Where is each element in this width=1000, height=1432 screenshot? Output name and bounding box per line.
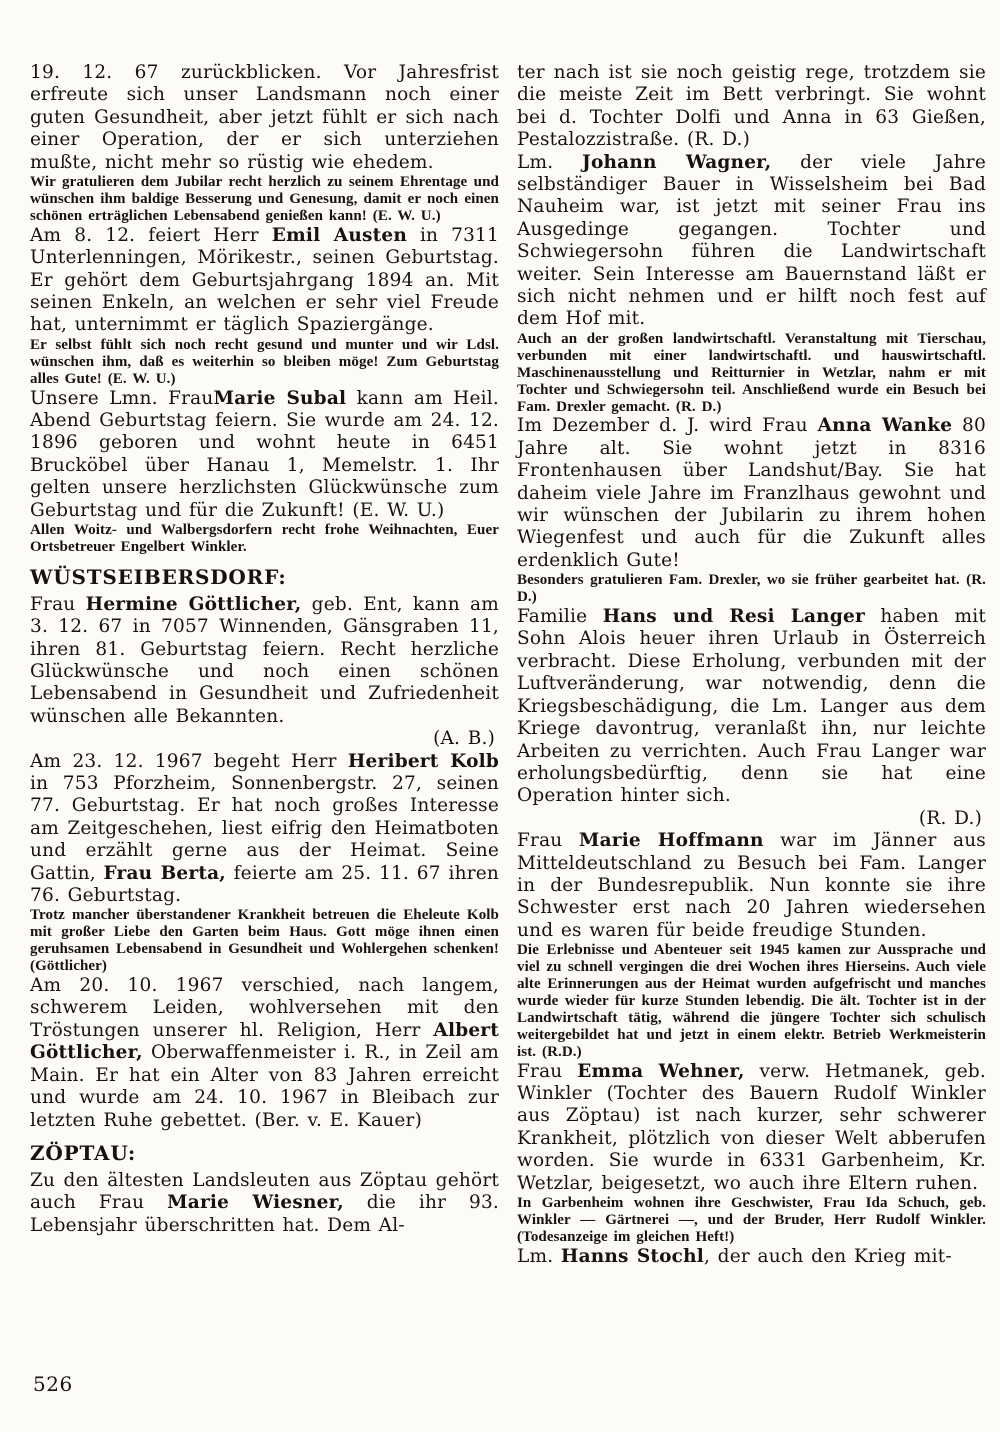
text: (A. B.): [433, 728, 495, 750]
text: die ihr 93. Lebensjahr überschritten hat. Dem Al-: [30, 1192, 499, 1236]
text: Oberwaffenmeister i. R., in Zeil am Main. Er hat ein Alter von 83 Jahren erreicht und wurde am 24. 10. 1967 in Bleibach zur letzten Ruhe gebettet. (Ber. v. E. Kauer): [30, 1042, 499, 1131]
text: Wir gratulieren dem Jubilar recht herzlich zu seinem Ehrentage und wünschen ihm baldige Besserung und Genesung, damit er noch einen schönen erträglichen Lebensabend genießen kann! (E. W. U.): [30, 174, 499, 224]
text: der viele Jahre selbständiger Bauer in Wisselsheim bei Bad Nauheim war, ist jetzt mit seiner Frau ins Ausgedinge gegangen. Tochter und Schwiegersohn führen die Landwirtschaft weiter. Sein Interesse am Bauernstand läßt er sich nicht nehmen und er hilft noch fest auf dem Hof mit.: [517, 151, 986, 330]
text: war im Jänner aus Mitteldeutschland zu Besuch bei Fam. Langer in der Bundesrepublik. Nun konnte sie ihre Schwester erst nach 20 Jahren wiedersehen und es waren für beide freudige Stunden.: [517, 830, 987, 941]
note-paragraph: [30, 522, 499, 556]
bold-text: Marie Wiesner,: [167, 1192, 344, 1214]
right-column: [517, 62, 986, 1268]
text: (R. D.): [918, 807, 982, 829]
text: in 7311 Unterlenningen, Mörikestr., seinen Geburtstag. Er gehört dem Geburtsjahrgang 1894 an. Mit seinen Enkeln, an welchen er sehr viel Freude hat, unternimmt er täglich Spaziergänge.: [30, 224, 499, 336]
text: ter nach ist sie noch geistig rege, trotzdem sie die meiste Zeit im Bett verbringt. Sie wohnt bei d. Tochter Dolfi und Anna in 63 Gießen, Pestalozzistraße. (R. D.): [517, 62, 986, 151]
news-paragraph: [30, 728, 499, 750]
bold-text: Johann Wagner,: [581, 151, 772, 173]
text: feierte am 25. 11. 67 ihren 76. Geburtstag.: [30, 862, 500, 907]
section-heading: [30, 1141, 499, 1165]
bold-text: Marie Hoffmann: [578, 830, 764, 852]
bold-text: Ortsbetreuer Engelbert Winkler.: [30, 538, 247, 555]
note-paragraph: [30, 174, 499, 225]
news-paragraph: [30, 388, 499, 522]
text: In Garbenheim wohnen ihre Geschwister, Frau Ida Schuch, geb. Winkler — Gärtnerei —, und der Bruder, Herr Rudolf Winkler. (Todesanzeige im gleichen Heft!): [517, 1194, 986, 1245]
bold-text: Frau Berta,: [103, 862, 226, 884]
note-paragraph: [517, 572, 986, 606]
text: verw. Hetmanek, geb. Winkler (Tochter des Bauern Rudolf Winkler aus Zöptau) ist nach kurzer, sehr schwerer Krankheit, plötzlich von dieser Welt abberufen worden. Sie wurde in 6331 Garbenheim, Kr. Wetzlar, beigesetzt, wo auch ihre Eltern ruhen.: [517, 1060, 986, 1194]
news-paragraph: [517, 1061, 986, 1195]
text: 80 Jahre alt. Sie wohnt jetzt in 8316 Frontenhausen über Landshut/Bay. Sie hat daheim viele Jahre im Franzlhaus gewohnt und wir wünschen der Jubilarin zu ihrem hohen Wiegenfest und auch für die Zukunft alles erdenklich Gute!: [517, 415, 986, 571]
text: Frau: [517, 1060, 578, 1082]
bold-text: Emma Wehner,: [577, 1060, 745, 1082]
text: Lm.: [517, 1245, 561, 1267]
text: Frau: [517, 830, 579, 852]
news-paragraph: [517, 808, 986, 830]
news-paragraph: [30, 751, 499, 908]
text: Besonders gratulieren Fam. Drexler, wo sie früher gearbeitet hat. (R. D.): [517, 572, 986, 606]
text: Er selbst fühlt sich noch recht gesund und munter und wir Ldsl. wünschen ihm, daß es weiterhin so bleiben möge! Zum Geburtstag alles Gute! (E. W. U.): [30, 336, 499, 387]
note-paragraph: [30, 337, 499, 388]
bold-text: Marie Subal: [213, 387, 347, 409]
text: Am 8. 12. feiert Herr: [30, 224, 272, 246]
text: in 753 Pforzheim, Sonnenbergstr. 27, seinen 77. Geburtstag. Er hat noch großes Interesse am Zeitgeschehen, liest eifrig den Heimatboten und erzählt gerne aus der Heimat. Seine Gattin,: [30, 773, 499, 884]
two-column-text-layout: [30, 62, 986, 1268]
bold-text: WÜSTSEIBERSDORF:: [30, 564, 287, 589]
bold-text: Albert Göttlicher,: [30, 1019, 499, 1064]
text: Die Erlebnisse und Abenteuer seit 1945 kamen zur Aussprache und viel zu schnell vergingen die drei Wochen ihres Hierseins. Auch viele alte Erinnerungen aus der Heimat wurden aufgefrischt und manches wurde wieder für kurze Stunden lebendig. Die ält. Tochter ist in der Landwirtschaft tätig, während die jüngere Tochter sich schulisch weitergebildet hat und jetzt in einem elektr. Betrieb Werkmeisterin ist. (R.D.): [517, 942, 986, 1060]
text: Familie: [517, 606, 603, 628]
text: 19. 12. 67 zurückblicken. Vor Jahresfrist erfreute sich unser Landsmann noch einer guten Gesundheit, aber jetzt fühlt er sich nach einer Operation, der er sich unterziehen mußte, nicht mehr so rüstig wie ehedem.: [30, 62, 499, 173]
note-paragraph: [517, 942, 986, 1060]
text: geb. Ent, kann am 3. 12. 67 in 7057 Winnenden, Gänsgraben 11, ihren 81. Geburtstag feiern. Recht herzliche Glückwünsche und noch einen schönen Lebensabend in Gesundheit und Zufriedenheit wünschen alle Bekannten.: [30, 593, 499, 727]
text: Allen Woitz- und Walbergsdorfern recht frohe Weihnachten, Euer: [30, 521, 499, 538]
text: , der auch den Krieg mit-: [704, 1245, 952, 1267]
text: Am 23. 12. 1967 begeht Herr: [30, 750, 348, 772]
left-column: [30, 62, 499, 1268]
text: Lm.: [517, 151, 582, 173]
bold-text: Emil Austen: [271, 224, 407, 246]
text: Unsere Lmn. Frau: [30, 387, 214, 409]
text: Auch an der großen landwirtschaftl. Veranstaltung mit Tierschau, verbunden mit einer landwirtschaftl. und hauswirtschaftl. Maschinenausstellung und Reitturnier in Wetzlar, nahm er mit Tochter und Schwiegersohn teil. Anschließend wurde ein Besuch bei Fam. Drexler gemacht. (R. D.): [517, 330, 986, 415]
news-paragraph: [517, 62, 986, 152]
note-paragraph: [517, 331, 986, 416]
bold-text: Hermine Göttlicher,: [85, 593, 302, 615]
bold-text: Anna Wanke: [817, 415, 953, 437]
note-paragraph: [517, 1195, 986, 1246]
news-paragraph: [30, 225, 499, 337]
text: Zu den ältesten Landsleuten aus Zöptau gehört auch Frau: [30, 1169, 499, 1214]
note-paragraph: [30, 907, 499, 975]
page-number: 526: [33, 1372, 73, 1396]
bold-text: Hans und Resi Langer: [602, 606, 865, 628]
news-paragraph: [517, 830, 986, 942]
text: Im Dezember d. J. wird Frau: [517, 415, 818, 437]
text: kann am Heil. Abend Geburtstag feiern. Sie wurde am 24. 12. 1896 geboren und wohnt heute in 6451 Brucköbel über Hanau 1, Memelstr. 1. Ihr gelten unsere herzlichsten Glückwünsche zum Geburtstag und für die Zukunft! (E. W. U.): [30, 387, 499, 521]
news-paragraph: [517, 152, 986, 331]
news-paragraph: [30, 62, 499, 174]
bold-text: Heribert Kolb: [347, 750, 499, 772]
section-heading: [30, 565, 499, 589]
news-paragraph: [30, 975, 499, 1132]
text: haben mit Sohn Alois heuer ihren Urlaub in Österreich verbracht. Diese Erholung, verbunden mit der Luftveränderung, war notwendig, denn die Kriegsbeschädigung, die Lm. Langer aus dem Kriege davontrug, veranlaßt ihn, nur leichte Arbeiten zu verrichten. Auch Frau Langer war erholungsbedürftig, denn sie hat eine Operation hinter sich.: [517, 606, 986, 807]
text: Trotz mancher überstandener Krankheit betreuen die Eheleute Kolb mit großer Liebe den Garten beim Haus. Gott möge ihnen einen geruhsamen Lebensabend in Gesundheit und Wohlergehen schenken! (Göttlicher): [30, 907, 499, 975]
news-paragraph: [517, 606, 986, 808]
news-paragraph: [30, 1170, 499, 1237]
news-paragraph: [517, 415, 986, 572]
text: Frau: [30, 593, 86, 615]
bold-text: ZÖPTAU:: [30, 1140, 137, 1165]
news-paragraph: [30, 594, 499, 728]
text: Am 20. 10. 1967 verschied, nach langem, schwerem Leiden, wohlversehen mit den Tröstungen unserer hl. Religion, Herr: [30, 975, 499, 1041]
news-paragraph: [517, 1246, 986, 1268]
bold-text: Hanns Stochl: [560, 1245, 705, 1267]
